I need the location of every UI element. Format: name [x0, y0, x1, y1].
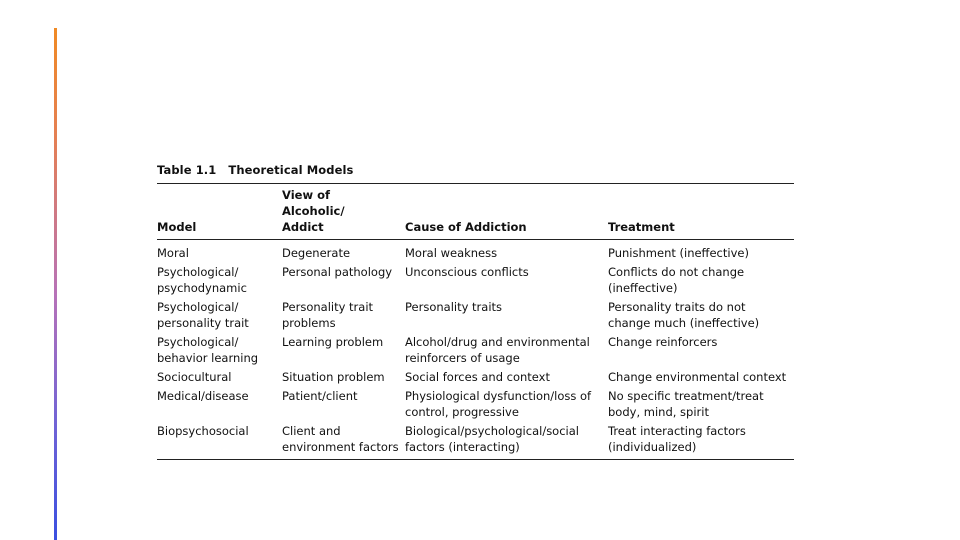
cell-treatment: Punishment (ineffective)	[608, 246, 749, 260]
cell-cause: Biological/psychological/social factors (interacting)	[405, 424, 579, 454]
cell-treatment: Change environmental context	[608, 370, 787, 384]
cell-model: Sociocultural	[157, 370, 232, 384]
table-row	[157, 388, 794, 423]
cell-view: Degenerate	[282, 246, 351, 260]
cell-treatment: Conflicts do not change (ineffective)	[608, 265, 745, 295]
cell-model: Biopsychosocial	[157, 424, 249, 438]
cell-cause: Unconscious conflicts	[405, 265, 529, 279]
cell-view: Personal pathology	[282, 265, 393, 279]
cell-model: Medical/disease	[157, 389, 249, 403]
table-row	[157, 264, 794, 299]
header-view-of-alcoholic: View of Alcoholic/ Addict	[282, 188, 345, 234]
cell-cause: Alcohol/drug and environmental reinforcers of usage	[405, 335, 590, 365]
theoretical-models-table-container	[157, 163, 794, 460]
cell-view: Patient/client	[282, 389, 358, 403]
cell-model: Psychological/ behavior learning	[157, 335, 259, 365]
header-model: Model	[157, 220, 197, 234]
cell-cause: Physiological dysfunction/loss of control, progressive	[405, 389, 592, 419]
table-caption	[157, 163, 794, 177]
theoretical-models-table	[157, 183, 794, 460]
cell-view: Personality trait problems	[282, 300, 374, 330]
header-treatment: Treatment	[608, 220, 675, 234]
cell-model: Moral	[157, 246, 189, 260]
cell-cause: Personality traits	[405, 300, 503, 314]
table-header-row	[157, 184, 794, 240]
cell-model: Psychological/ psychodynamic	[157, 265, 247, 295]
table-row	[157, 299, 794, 334]
table-row	[157, 423, 794, 460]
table-caption-number: Table 1.1	[157, 163, 217, 177]
table-row	[157, 240, 794, 265]
slide-accent-bar	[54, 28, 57, 540]
table-caption-title: Theoretical Models	[228, 163, 354, 177]
cell-model: Psychological/ personality trait	[157, 300, 249, 330]
cell-view: Client and environment factors	[282, 424, 399, 454]
cell-treatment: Personality traits do not change much (ineffective)	[608, 300, 760, 330]
table-row	[157, 369, 794, 388]
cell-cause: Social forces and context	[405, 370, 550, 384]
cell-treatment: Treat interacting factors (individualized)	[608, 424, 746, 454]
cell-view: Learning problem	[282, 335, 384, 349]
table-row	[157, 334, 794, 369]
cell-cause: Moral weakness	[405, 246, 498, 260]
header-cause-of-addiction: Cause of Addiction	[405, 220, 527, 234]
cell-treatment: No specific treatment/treat body, mind, spirit	[608, 389, 764, 419]
cell-treatment: Change reinforcers	[608, 335, 718, 349]
cell-view: Situation problem	[282, 370, 385, 384]
